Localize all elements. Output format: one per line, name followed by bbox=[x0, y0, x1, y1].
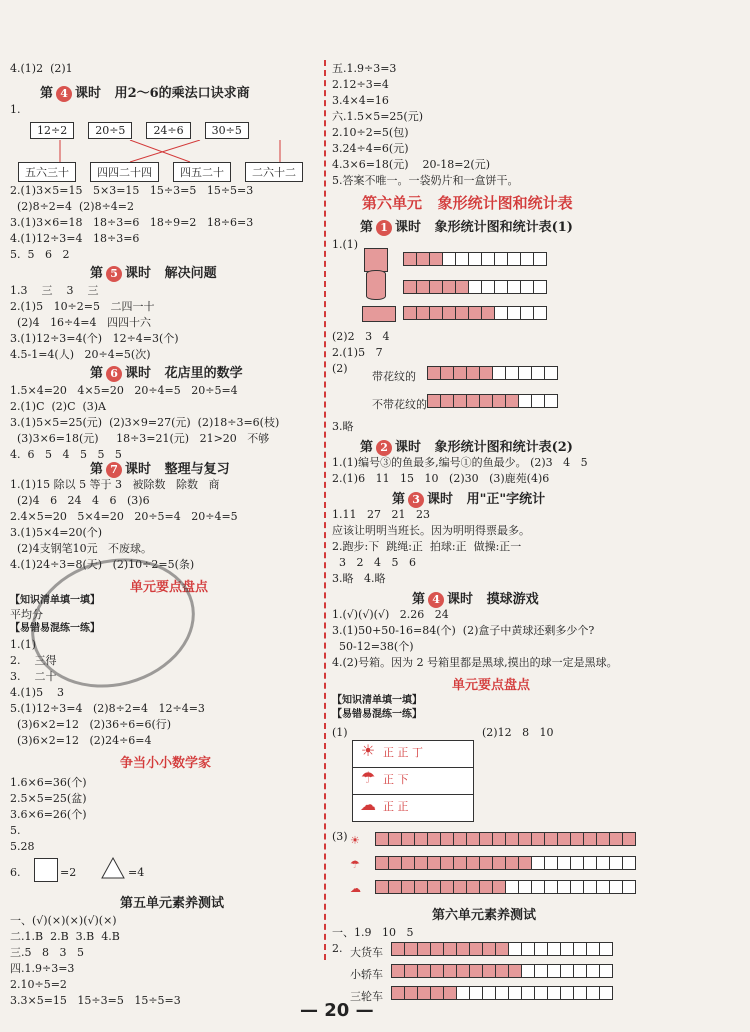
answer-line: 4.5-1=4(人) 20÷4=5(次) bbox=[10, 348, 151, 361]
answer-line: 4.(1)2 (2)1 bbox=[10, 62, 73, 75]
division-box: 20÷5 bbox=[88, 122, 132, 139]
bar-row-tricycle bbox=[392, 986, 613, 1000]
division-box: 30÷5 bbox=[205, 122, 249, 139]
answer-line: 4.(1)5 3 bbox=[10, 686, 79, 699]
tally-row: ☂ 正 下 bbox=[353, 768, 473, 795]
answer-line: 三.5 8 3 5 bbox=[10, 946, 84, 959]
answer-line: 1.(√)(√)(√) 2.26 24 bbox=[332, 608, 449, 621]
lesson-number-badge: 6 bbox=[106, 366, 122, 382]
answer-line: 应该让明明当班长。因为明明得票最多。 bbox=[332, 524, 530, 537]
answer-line: 4.3×6=18(元) 20-18=2(元) bbox=[332, 158, 491, 171]
answer-line: (2)4 16÷4=4 四四十六 bbox=[10, 316, 151, 329]
answer-line: (2)8÷2=4 (2)8÷4=2 bbox=[10, 200, 135, 213]
bar-row-car bbox=[392, 964, 613, 978]
vehicle-label: 大货车 bbox=[350, 946, 383, 959]
formula-box: 四四二十四 bbox=[90, 162, 159, 182]
lesson-number-badge: 1 bbox=[376, 220, 392, 236]
rain-icon: ☂ bbox=[360, 768, 376, 787]
section-label: 【易错易混练一练】 bbox=[332, 709, 422, 720]
answer-line: 2.12÷3=4 bbox=[332, 78, 389, 91]
lesson-number-badge: 5 bbox=[106, 266, 122, 282]
answer-line: 50-12=38(个) bbox=[332, 640, 414, 653]
answer-line: (3)6×2=12 (2)36÷6=6(行) bbox=[10, 718, 172, 731]
formula-box: 四五二十 bbox=[173, 162, 231, 182]
answer-line: (2)4 6 24 4 6 (3)6 bbox=[10, 494, 150, 507]
answer-line: (1) bbox=[332, 726, 348, 739]
answer-line: 5.(1)12÷3=4 (2)8÷2=4 12÷4=3 bbox=[10, 702, 205, 715]
section-label: 【知识清单填一填】 bbox=[10, 595, 100, 606]
answer-line: 2.5×5=25(盆) bbox=[10, 792, 87, 805]
answer-line: 3.4×4=16 bbox=[332, 94, 389, 107]
answer-line: (2)4支钢笔10元 不废球。 bbox=[10, 542, 153, 555]
cylinder-icon bbox=[366, 270, 386, 300]
answer-line: 1.6×6=36(个) bbox=[10, 776, 87, 789]
lesson-number-badge: 4 bbox=[428, 592, 444, 608]
vehicle-label: 小轿车 bbox=[350, 968, 383, 981]
lesson-number-badge: 7 bbox=[106, 462, 122, 478]
answer-line: 2.10÷5=2 bbox=[10, 978, 67, 991]
page-number: — 20 — bbox=[300, 1000, 374, 1021]
answer-line: 1.3 三 3 三 bbox=[10, 284, 99, 297]
answer-line: 1.5×4=20 4×5=20 20÷4=5 20÷5=4 bbox=[10, 384, 238, 397]
answer-line: 3.(1)50+50-16=84(个) (2)盒子中黄球还剩多少个? bbox=[332, 624, 595, 637]
answer-line: 1.11 27 21 23 bbox=[332, 508, 430, 521]
division-box: 12÷2 bbox=[30, 122, 74, 139]
answer-line: 2.(1)5 10÷2=5 二四一十 bbox=[10, 300, 155, 313]
lesson-heading: 第 4 课时 用2～6的乘法口诀求商 bbox=[40, 86, 250, 101]
answer-line: 3.略 bbox=[332, 420, 354, 433]
unit-title: 第六单元 象形统计图和统计表 bbox=[362, 194, 573, 212]
answer-line: 2.(1)5 7 bbox=[332, 346, 383, 359]
answer-line: 5.答案不唯一。一袋奶片和一盒饼干。 bbox=[332, 174, 519, 187]
pictograph-row-plain bbox=[428, 394, 558, 408]
lesson-heading: 第 1 课时 象形统计图和统计表(1) bbox=[360, 220, 573, 235]
answer-line: 二.1.B 2.B 3.B 4.B bbox=[10, 930, 120, 943]
answer-line: 1.(1) bbox=[10, 638, 37, 651]
lesson-number-badge: 4 bbox=[56, 86, 72, 102]
lesson-heading: 第 7 课时 整理与复习 bbox=[90, 462, 230, 477]
tally-row: ☀ 正 正 丁 bbox=[353, 741, 473, 768]
formula-box: 五六三十 bbox=[18, 162, 76, 182]
answer-line: 2.跑步:下 跳绳:正 拍球:正 做操:正一 bbox=[332, 540, 522, 553]
section-title: 争当小小数学家 bbox=[120, 756, 212, 771]
division-box-row bbox=[30, 122, 263, 139]
test-title: 第六单元素养测试 bbox=[432, 908, 537, 923]
answer-line: 1. bbox=[10, 103, 21, 116]
matching-lines bbox=[40, 140, 310, 162]
answer-line: (3) bbox=[332, 830, 348, 843]
answer-line: (3)6×2=12 (2)24÷6=4 bbox=[10, 734, 152, 747]
section-title: 单元要点盘点 bbox=[452, 678, 531, 693]
sun-icon: ☀ bbox=[350, 834, 360, 847]
row-label: 不带花纹的 bbox=[372, 398, 427, 411]
answer-line: 3.(1)5×4=20(个) bbox=[10, 526, 103, 539]
answer-line: 四.1.9÷3=3 bbox=[10, 962, 75, 975]
answer-line: 1.(1) bbox=[332, 238, 359, 251]
lesson-heading: 第 5 课时 解决问题 bbox=[90, 266, 217, 281]
cloud-icon: ☁ bbox=[350, 882, 361, 895]
answer-line: 2. 三得 bbox=[10, 654, 71, 667]
lesson-heading: 第 4 课时 摸球游戏 bbox=[412, 592, 539, 607]
bar-row-truck bbox=[392, 942, 613, 956]
answer-line: 一、1.9 10 5 bbox=[332, 926, 414, 939]
pictograph-row-cuboid bbox=[404, 306, 547, 320]
answer-line: 3.略 4.略 bbox=[332, 572, 386, 585]
answer-line: 1.(1)编号③的鱼最多,编号①的鱼最少。 (2)3 4 5 bbox=[332, 456, 588, 469]
answer-line: 3.6×6=26(个) bbox=[10, 808, 87, 821]
pictograph-row-rainy bbox=[376, 856, 636, 870]
square-shape bbox=[34, 858, 58, 882]
answer-line: 2.4×5=20 5×4=20 20÷5=4 20÷4=5 bbox=[10, 510, 238, 523]
answer-line: (2) bbox=[332, 362, 348, 375]
answer-line: (2)2 3 4 bbox=[332, 330, 390, 343]
pictograph-row-patterned bbox=[428, 366, 558, 380]
lesson-number-badge: 3 bbox=[408, 492, 424, 508]
answer-line: 5.28 bbox=[10, 840, 35, 853]
answer-line: 4.(1)12÷3=4 18÷3=6 bbox=[10, 232, 140, 245]
sun-icon: ☀ bbox=[360, 741, 376, 760]
answer-line: 4. 6 5 4 5 5 5 bbox=[10, 448, 122, 461]
answer-line: 3.3×5=15 15÷3=5 15÷5=3 bbox=[10, 994, 181, 1007]
rain-icon: ☂ bbox=[350, 858, 360, 871]
answer-line: 2.10÷2=5(包) bbox=[332, 126, 409, 139]
pictograph-row-sunny bbox=[376, 832, 636, 846]
division-box: 24÷6 bbox=[146, 122, 190, 139]
pictograph-row-cloudy bbox=[376, 880, 636, 894]
cuboid-icon bbox=[362, 306, 396, 322]
cube-icon bbox=[364, 248, 388, 272]
answer-line: 3.(1)3×6=18 18÷3=6 18÷9=2 18÷6=3 bbox=[10, 216, 254, 229]
answer-line: 一、(√)(×)(×)(√)(×) bbox=[10, 914, 117, 927]
section-label: 【知识清单填一填】 bbox=[332, 695, 422, 706]
tally-row: ☁ 正 正 bbox=[353, 795, 473, 821]
answer-line: 4.(1)24÷3=8(天) (2)10÷2=5(条) bbox=[10, 558, 195, 571]
answer-line: 平均分 bbox=[10, 608, 43, 621]
section-label: 【易错易混练一练】 bbox=[10, 623, 100, 634]
triangle-shape bbox=[100, 856, 126, 880]
tally-table bbox=[352, 740, 474, 822]
cloud-icon: ☁ bbox=[360, 795, 376, 814]
lesson-heading: 第 6 课时 花店里的数学 bbox=[90, 366, 243, 381]
row-label: 带花纹的 bbox=[372, 370, 416, 383]
answer-line: 2.(1)C (2)C (3)A bbox=[10, 400, 107, 413]
answer-line: 3.(1)12÷3=4(个) 12÷4=3(个) bbox=[10, 332, 179, 345]
column-divider bbox=[324, 60, 326, 960]
answer-line: 4.(2)号箱。因为 2 号箱里都是黑球,摸出的球一定是黑球。 bbox=[332, 656, 618, 669]
answer-line: 3. 二十 bbox=[10, 670, 67, 683]
answer-line: =4 bbox=[128, 866, 145, 879]
multiplication-box-row bbox=[18, 162, 317, 182]
answer-line: 3.(1)5×5=25(元) (2)3×9=27(元) (2)18÷3=6(枝) bbox=[10, 416, 280, 429]
answer-line: (3)3×6=18(元) 18÷3=21(元) 21>20 不够 bbox=[10, 432, 270, 445]
answer-line: 六.1.5×5=25(元) bbox=[332, 110, 424, 123]
answer-line: 2. bbox=[332, 942, 343, 955]
lesson-heading: 第 2 课时 象形统计图和统计表(2) bbox=[360, 440, 573, 455]
lesson-number-badge: 2 bbox=[376, 440, 392, 456]
answer-line: =2 bbox=[60, 866, 77, 879]
answer-line: 五.1.9÷3=3 bbox=[332, 62, 397, 75]
pictograph-row-cylinder bbox=[404, 280, 547, 294]
answer-line: 3.24÷4=6(元) bbox=[332, 142, 409, 155]
formula-box: 二六十二 bbox=[245, 162, 303, 182]
section-title: 单元要点盘点 bbox=[130, 580, 209, 595]
vehicle-label: 三轮车 bbox=[350, 990, 383, 1003]
answer-line: 2.(1)3×5=15 5×3=15 15÷3=5 15÷5=3 bbox=[10, 184, 254, 197]
answer-line: 1.(1)15 除以 5 等于 3 被除数 除数 商 bbox=[10, 478, 220, 491]
answer-line: (2)12 8 10 bbox=[482, 726, 554, 739]
test-title: 第五单元素养测试 bbox=[120, 896, 225, 911]
pictograph-row-cube bbox=[404, 252, 547, 266]
answer-line: 5. 5 6 2 bbox=[10, 248, 70, 261]
answer-line: 2.(1)6 11 15 10 (2)30 (3)鹿苑(4)6 bbox=[332, 472, 550, 485]
answer-line: 6. bbox=[10, 866, 21, 879]
answer-line: 5. bbox=[10, 824, 21, 837]
answer-line: 3 2 4 5 6 bbox=[332, 556, 416, 569]
lesson-heading: 第 3 课时 用"正"字统计 bbox=[392, 492, 546, 507]
